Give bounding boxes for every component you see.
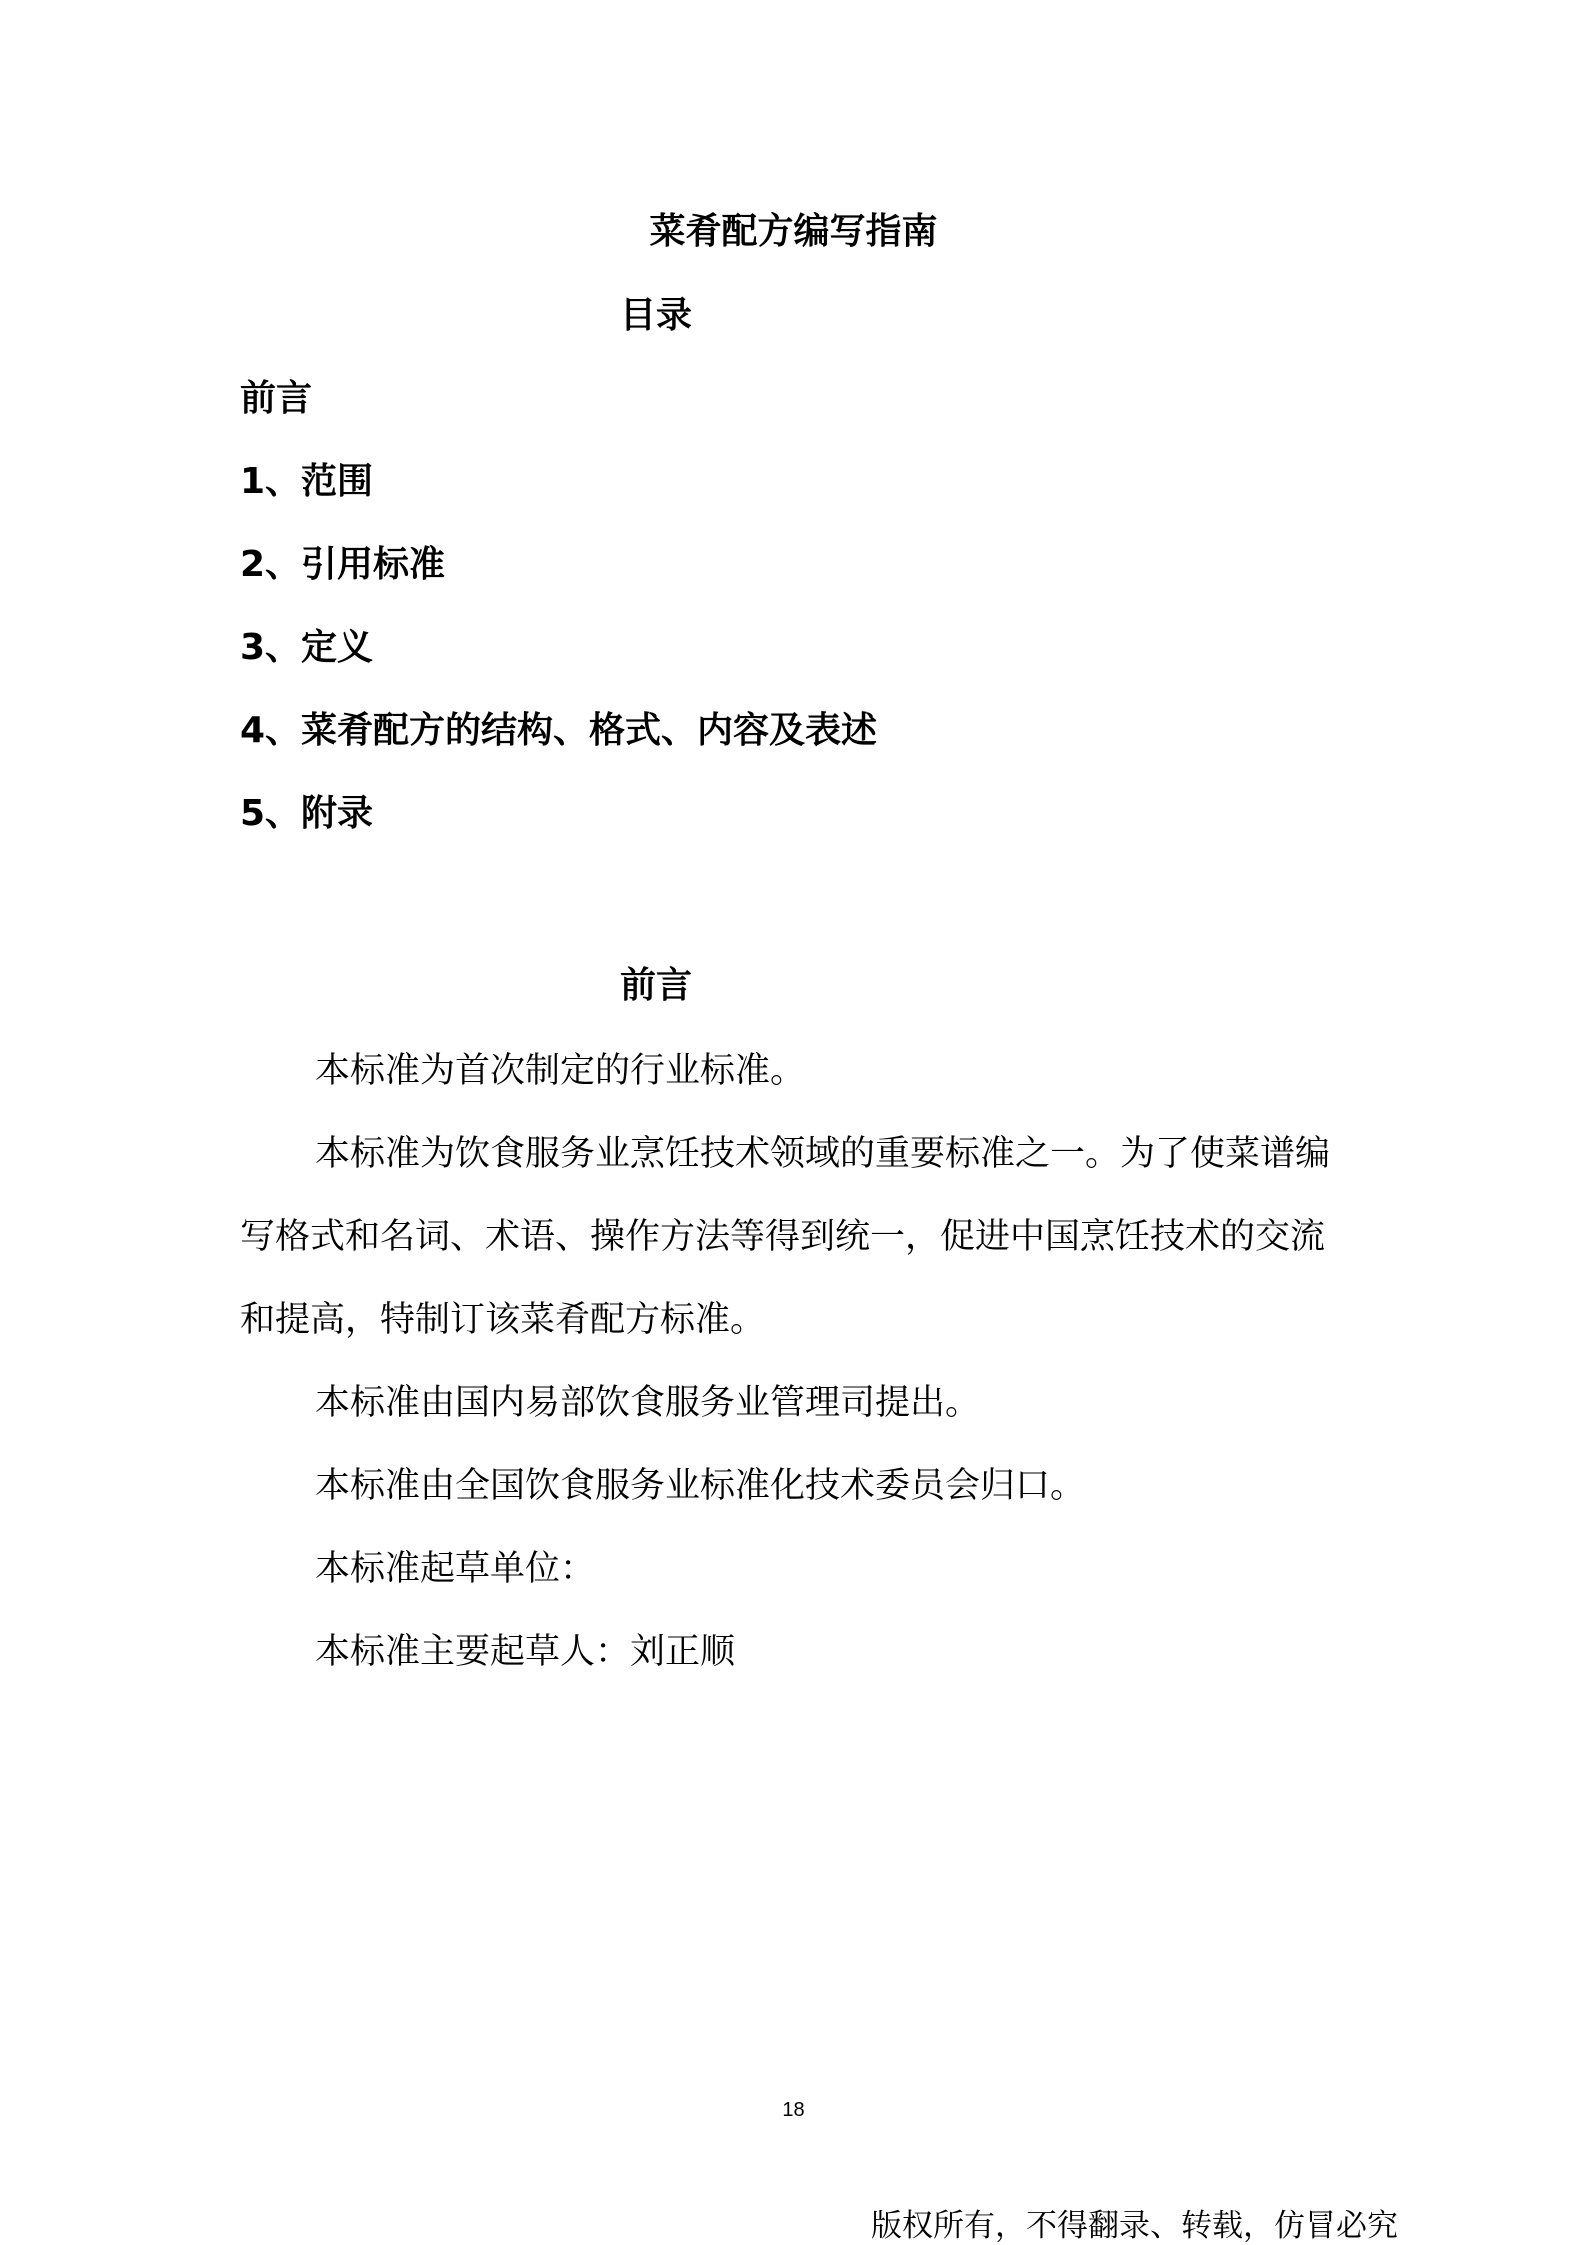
toc-item-preface: 前言: [240, 378, 313, 419]
preface-paragraph: 本标准主要起草人：刘正顺: [315, 1632, 736, 1672]
preface-paragraph: 本标准由国内易部饮食服务业管理司提出。: [315, 1383, 981, 1423]
toc-heading: 目录: [620, 295, 693, 336]
preface-paragraph: 本标准为饮食服务业烹饪技术领域的重要标准之一。为了使菜谱编写格式和名词、术语、操作方法等得到统一，促进中国烹饪技术的交流和提高，特制订该菜肴配方标准。: [240, 1134, 1331, 1340]
toc-item-definitions: 3、定义: [240, 627, 374, 668]
toc-item-structure: 4、菜肴配方的结构、格式、内容及表述: [240, 710, 878, 751]
toc-item-references: 2、引用标准: [240, 544, 446, 585]
preface-paragraph: 本标准由全国饮食服务业标准化技术委员会归口。: [315, 1466, 1086, 1506]
page-number: 18: [782, 2099, 805, 2121]
copyright-footer: 版权所有，不得翻录、转载，仿冒必究: [871, 2208, 1398, 2244]
toc-item-appendix: 5、附录: [240, 793, 374, 834]
toc-item-scope: 1、范围: [240, 461, 374, 502]
preface-paragraph: 本标准为首次制定的行业标准。: [315, 1051, 806, 1091]
preface-heading: 前言: [620, 965, 693, 1006]
document-title: 菜肴配方编写指南: [649, 211, 938, 252]
preface-paragraph: 本标准起草单位：: [315, 1549, 596, 1589]
